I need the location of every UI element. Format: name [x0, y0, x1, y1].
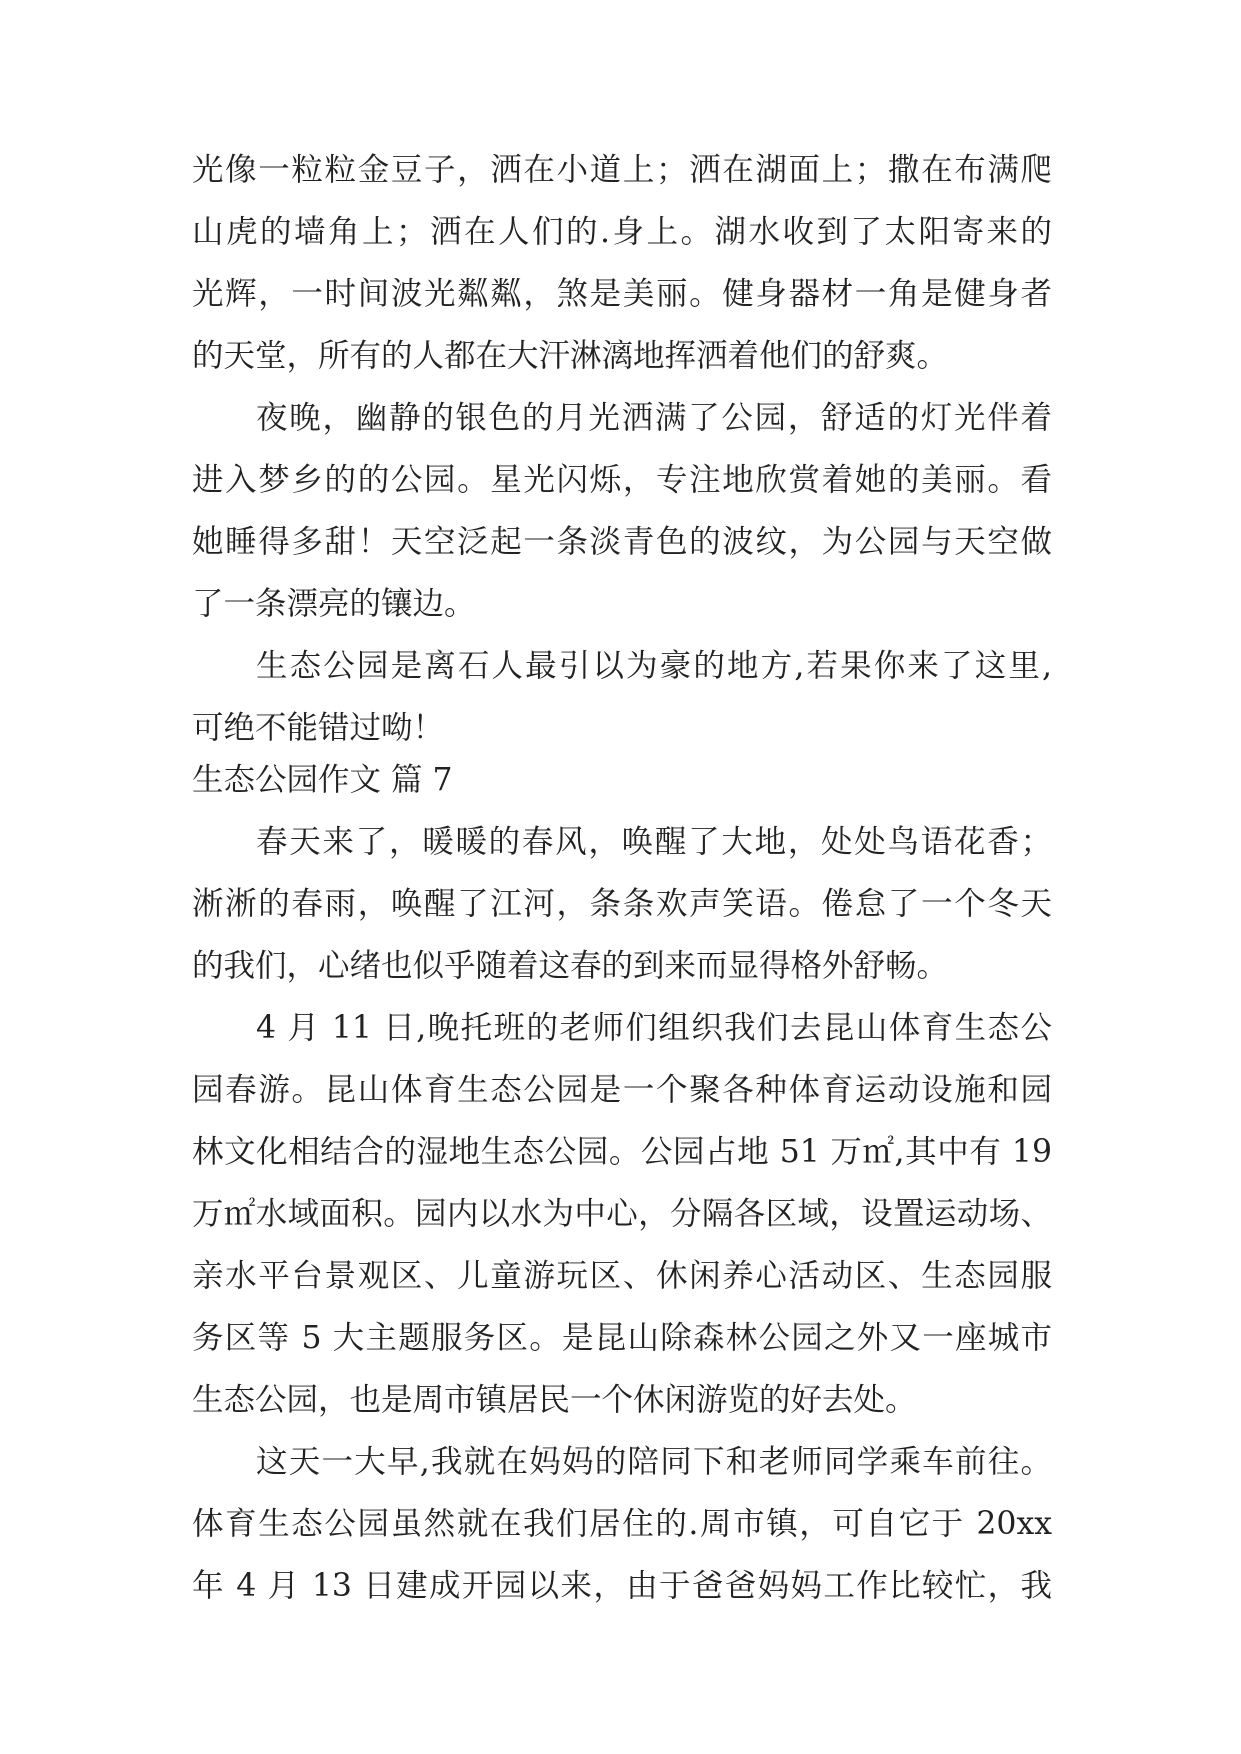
text-line: 万㎡水域面积。园内以水为中心，分隔各区域，设置运动场、	[192, 1196, 1052, 1232]
text-line: 生态公园是离石人最引以为豪的地方,若果你来了这里,	[256, 648, 1052, 684]
text-line: 光像一粒粒金豆子，洒在小道上；洒在湖面上；撒在布满爬	[192, 152, 1052, 188]
text-line: 了一条漂亮的镶边。	[192, 586, 476, 622]
text-line: 山虎的墙角上；洒在人们的.身上。湖水收到了太阳寄来的	[192, 214, 1052, 250]
text-line: 她睡得多甜！天空泛起一条淡青色的波纹，为公园与天空做	[192, 524, 1052, 560]
text-line: 光辉，一时间波光粼粼，煞是美丽。健身器材一角是健身者	[192, 276, 1052, 312]
text-line: 进入梦乡的的公园。星光闪烁，专注地欣赏着她的美丽。看	[192, 462, 1052, 498]
text-line: 春天来了，暖暖的春风，唤醒了大地，处处鸟语花香；	[256, 824, 1052, 860]
text-line: 生态公园，也是周市镇居民一个休闲游览的好去处。	[192, 1382, 917, 1418]
text-line: 亲水平台景观区、儿童游玩区、休闲养心活动区、生态园服	[192, 1258, 1052, 1294]
text-line: 的天堂，所有的人都在大汗淋漓地挥洒着他们的舒爽。	[192, 338, 949, 374]
text-line: 年 4 月 13 日建成开园以来，由于爸爸妈妈工作比较忙，我	[192, 1568, 1052, 1604]
text-line: 淅淅的春雨，唤醒了江河，条条欢声笑语。倦怠了一个冬天	[192, 886, 1052, 922]
text-line: 的我们，心绪也似乎随着这春的到来而显得格外舒畅。	[192, 948, 949, 984]
text-line: 务区等 5 大主题服务区。是昆山除森林公园之外又一座城市	[192, 1320, 1052, 1356]
text-line: 林文化相结合的湿地生态公园。公园占地 51 万㎡,其中有 19	[192, 1134, 1052, 1170]
text-line: 4 月 11 日,晚托班的老师们组织我们去昆山体育生态公	[256, 1010, 1052, 1046]
text-line: 可绝不能错过呦！	[192, 710, 445, 746]
text-line: 园春游。昆山体育生态公园是一个聚各种体育运动设施和园	[192, 1072, 1052, 1108]
section-heading: 生态公园作文 篇 7	[192, 762, 453, 798]
text-line: 体育生态公园虽然就在我们居住的.周市镇，可自它于 20xx	[192, 1506, 1052, 1542]
text-line: 这天一大早,我就在妈妈的陪同下和老师同学乘车前往。	[256, 1444, 1052, 1480]
text-line: 夜晚，幽静的银色的月光洒满了公园，舒适的灯光伴着	[256, 400, 1052, 436]
